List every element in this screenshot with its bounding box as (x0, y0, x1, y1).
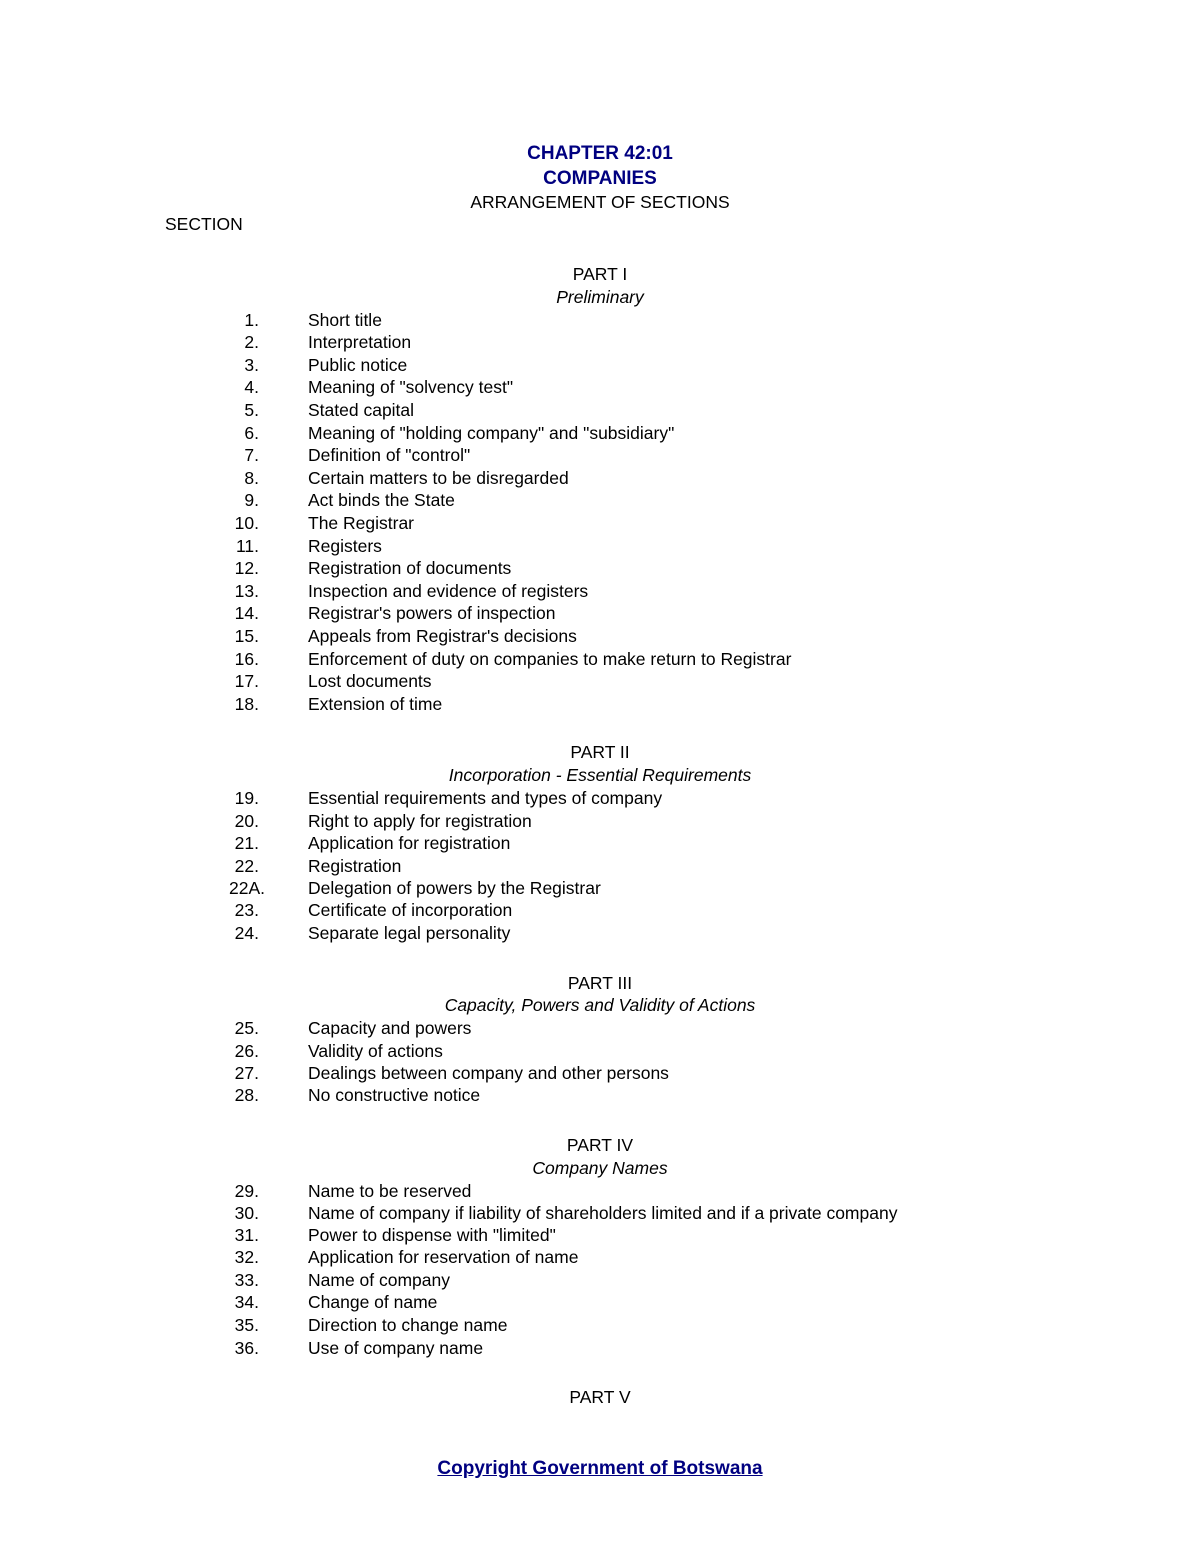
section-number: 25. (234, 1018, 259, 1038)
section-row (0, 1203, 1200, 1225)
section-number: 21. (234, 833, 259, 853)
section-number: 16. (234, 649, 259, 669)
section-number: 3. (244, 355, 259, 375)
section-number: 8. (244, 468, 259, 488)
section-column-label: SECTION (165, 214, 243, 234)
section-title: Change of name (308, 1292, 438, 1312)
section-row (0, 536, 1200, 558)
section-number: 28. (234, 1085, 259, 1105)
section-title: Certificate of incorporation (308, 900, 513, 920)
section-number: 27. (234, 1063, 259, 1083)
part-label: PART II (570, 742, 630, 762)
section-number: 4. (244, 377, 259, 397)
section-row (0, 1247, 1200, 1269)
section-number: 35. (234, 1315, 259, 1335)
section-title: Meaning of "solvency test" (308, 377, 514, 397)
section-row (0, 513, 1200, 535)
section-row (0, 1315, 1200, 1337)
section-title: Dealings between company and other persons (308, 1063, 669, 1083)
section-title: Registration of documents (308, 558, 512, 578)
section-row (0, 445, 1200, 467)
section-number: 31. (234, 1225, 259, 1245)
section-title: Direction to change name (308, 1315, 508, 1335)
part-subtitle: Capacity, Powers and Validity of Actions (444, 995, 756, 1015)
section-title: Registrar's powers of inspection (308, 603, 556, 623)
section-title: Validity of actions (308, 1041, 443, 1061)
section-title: Use of company name (308, 1338, 484, 1358)
section-title: Enforcement of duty on companies to make return to Registrar (308, 649, 792, 669)
section-row (0, 1063, 1200, 1085)
section-number: 7. (244, 445, 259, 465)
section-title: Registration (308, 856, 402, 876)
section-title: Short title (308, 310, 382, 330)
section-number: 9. (244, 490, 259, 510)
section-row (0, 310, 1200, 332)
section-number: 30. (234, 1203, 259, 1223)
section-number: 17. (234, 671, 259, 691)
section-row (0, 626, 1200, 648)
section-number: 23. (234, 900, 259, 920)
section-row (0, 1181, 1200, 1203)
section-row (0, 649, 1200, 671)
section-row (0, 694, 1200, 716)
section-row (0, 900, 1200, 922)
section-title: Name of company if liability of shareholders limited and if a private company (308, 1203, 898, 1223)
section-row (0, 490, 1200, 512)
section-number: 10. (234, 513, 259, 533)
part-label: PART V (569, 1387, 631, 1407)
section-row (0, 923, 1200, 945)
section-number: 11. (235, 536, 259, 556)
section-number: 32. (234, 1247, 259, 1267)
section-title: Name to be reserved (308, 1181, 472, 1201)
arrangement-heading: ARRANGEMENT OF SECTIONS (470, 192, 730, 212)
section-row (0, 856, 1200, 878)
part-subtitle: Preliminary (556, 287, 644, 307)
section-number: 22A. (229, 878, 265, 898)
section-row (0, 558, 1200, 580)
section-row (0, 332, 1200, 354)
part-subtitle: Incorporation - Essential Requirements (448, 765, 752, 785)
part-label: PART IV (566, 1135, 634, 1155)
chapter-number: CHAPTER 42:01 (527, 143, 673, 164)
section-row (0, 400, 1200, 422)
section-row (0, 1292, 1200, 1314)
copyright-link[interactable]: Copyright Government of Botswana (437, 1458, 763, 1479)
section-title: Application for reservation of name (308, 1247, 579, 1267)
section-title: Appeals from Registrar's decisions (308, 626, 577, 646)
section-row (0, 423, 1200, 445)
section-row (0, 671, 1200, 693)
section-row (0, 377, 1200, 399)
footer (0, 1458, 1200, 1480)
section-row (0, 811, 1200, 833)
section-number: 24. (234, 923, 259, 943)
section-row (0, 1225, 1200, 1247)
section-number: 14. (234, 603, 259, 623)
section-row (0, 788, 1200, 810)
section-number: 6. (244, 423, 259, 443)
section-title: Essential requirements and types of company (308, 788, 663, 808)
section-number: 34. (234, 1292, 259, 1312)
section-row (0, 1041, 1200, 1063)
section-title: Name of company (308, 1270, 451, 1290)
section-number: 15. (234, 626, 259, 646)
section-title: Application for registration (308, 833, 511, 853)
section-title: Stated capital (308, 400, 415, 420)
section-number: 18. (234, 694, 259, 714)
part-label: PART III (567, 973, 633, 993)
section-title: Inspection and evidence of registers (308, 581, 589, 601)
section-number: 1. (244, 310, 259, 330)
section-row (0, 1338, 1200, 1360)
section-number: 19. (234, 788, 259, 808)
section-row (0, 1018, 1200, 1040)
section-row (0, 355, 1200, 377)
section-title: Definition of "control" (308, 445, 471, 465)
section-title: Capacity and powers (308, 1018, 472, 1038)
section-title: Right to apply for registration (308, 811, 532, 831)
section-row (0, 1085, 1200, 1107)
act-title: COMPANIES (543, 168, 657, 189)
section-row (0, 603, 1200, 625)
section-title: Act binds the State (308, 490, 455, 510)
section-number: 12. (234, 558, 259, 578)
section-title: Extension of time (308, 694, 443, 714)
section-title: Lost documents (308, 671, 432, 691)
section-number: 2. (244, 332, 259, 352)
section-number: 22. (234, 856, 259, 876)
section-number: 26. (234, 1041, 259, 1061)
section-number: 33. (234, 1270, 259, 1290)
section-row (0, 833, 1200, 855)
section-row (0, 878, 1200, 900)
section-title: No constructive notice (308, 1085, 481, 1105)
section-row (0, 468, 1200, 490)
section-row (0, 581, 1200, 603)
part-subtitle: Company Names (532, 1158, 668, 1178)
section-number: 29. (234, 1181, 259, 1201)
section-title: Interpretation (308, 332, 412, 352)
part-label: PART I (572, 264, 628, 284)
section-number: 36. (234, 1338, 259, 1358)
section-title: The Registrar (308, 513, 415, 533)
section-number: 20. (234, 811, 259, 831)
section-title: Delegation of powers by the Registrar (308, 878, 601, 898)
section-title: Public notice (308, 355, 408, 375)
section-row (0, 1270, 1200, 1292)
section-title: Certain matters to be disregarded (308, 468, 569, 488)
section-title: Separate legal personality (308, 923, 511, 943)
section-title: Meaning of "holding company" and "subsidiary" (308, 423, 675, 443)
section-number: 5. (244, 400, 259, 420)
section-title: Registers (308, 536, 382, 556)
section-title: Power to dispense with "limited" (308, 1225, 556, 1245)
section-number: 13. (234, 581, 259, 601)
